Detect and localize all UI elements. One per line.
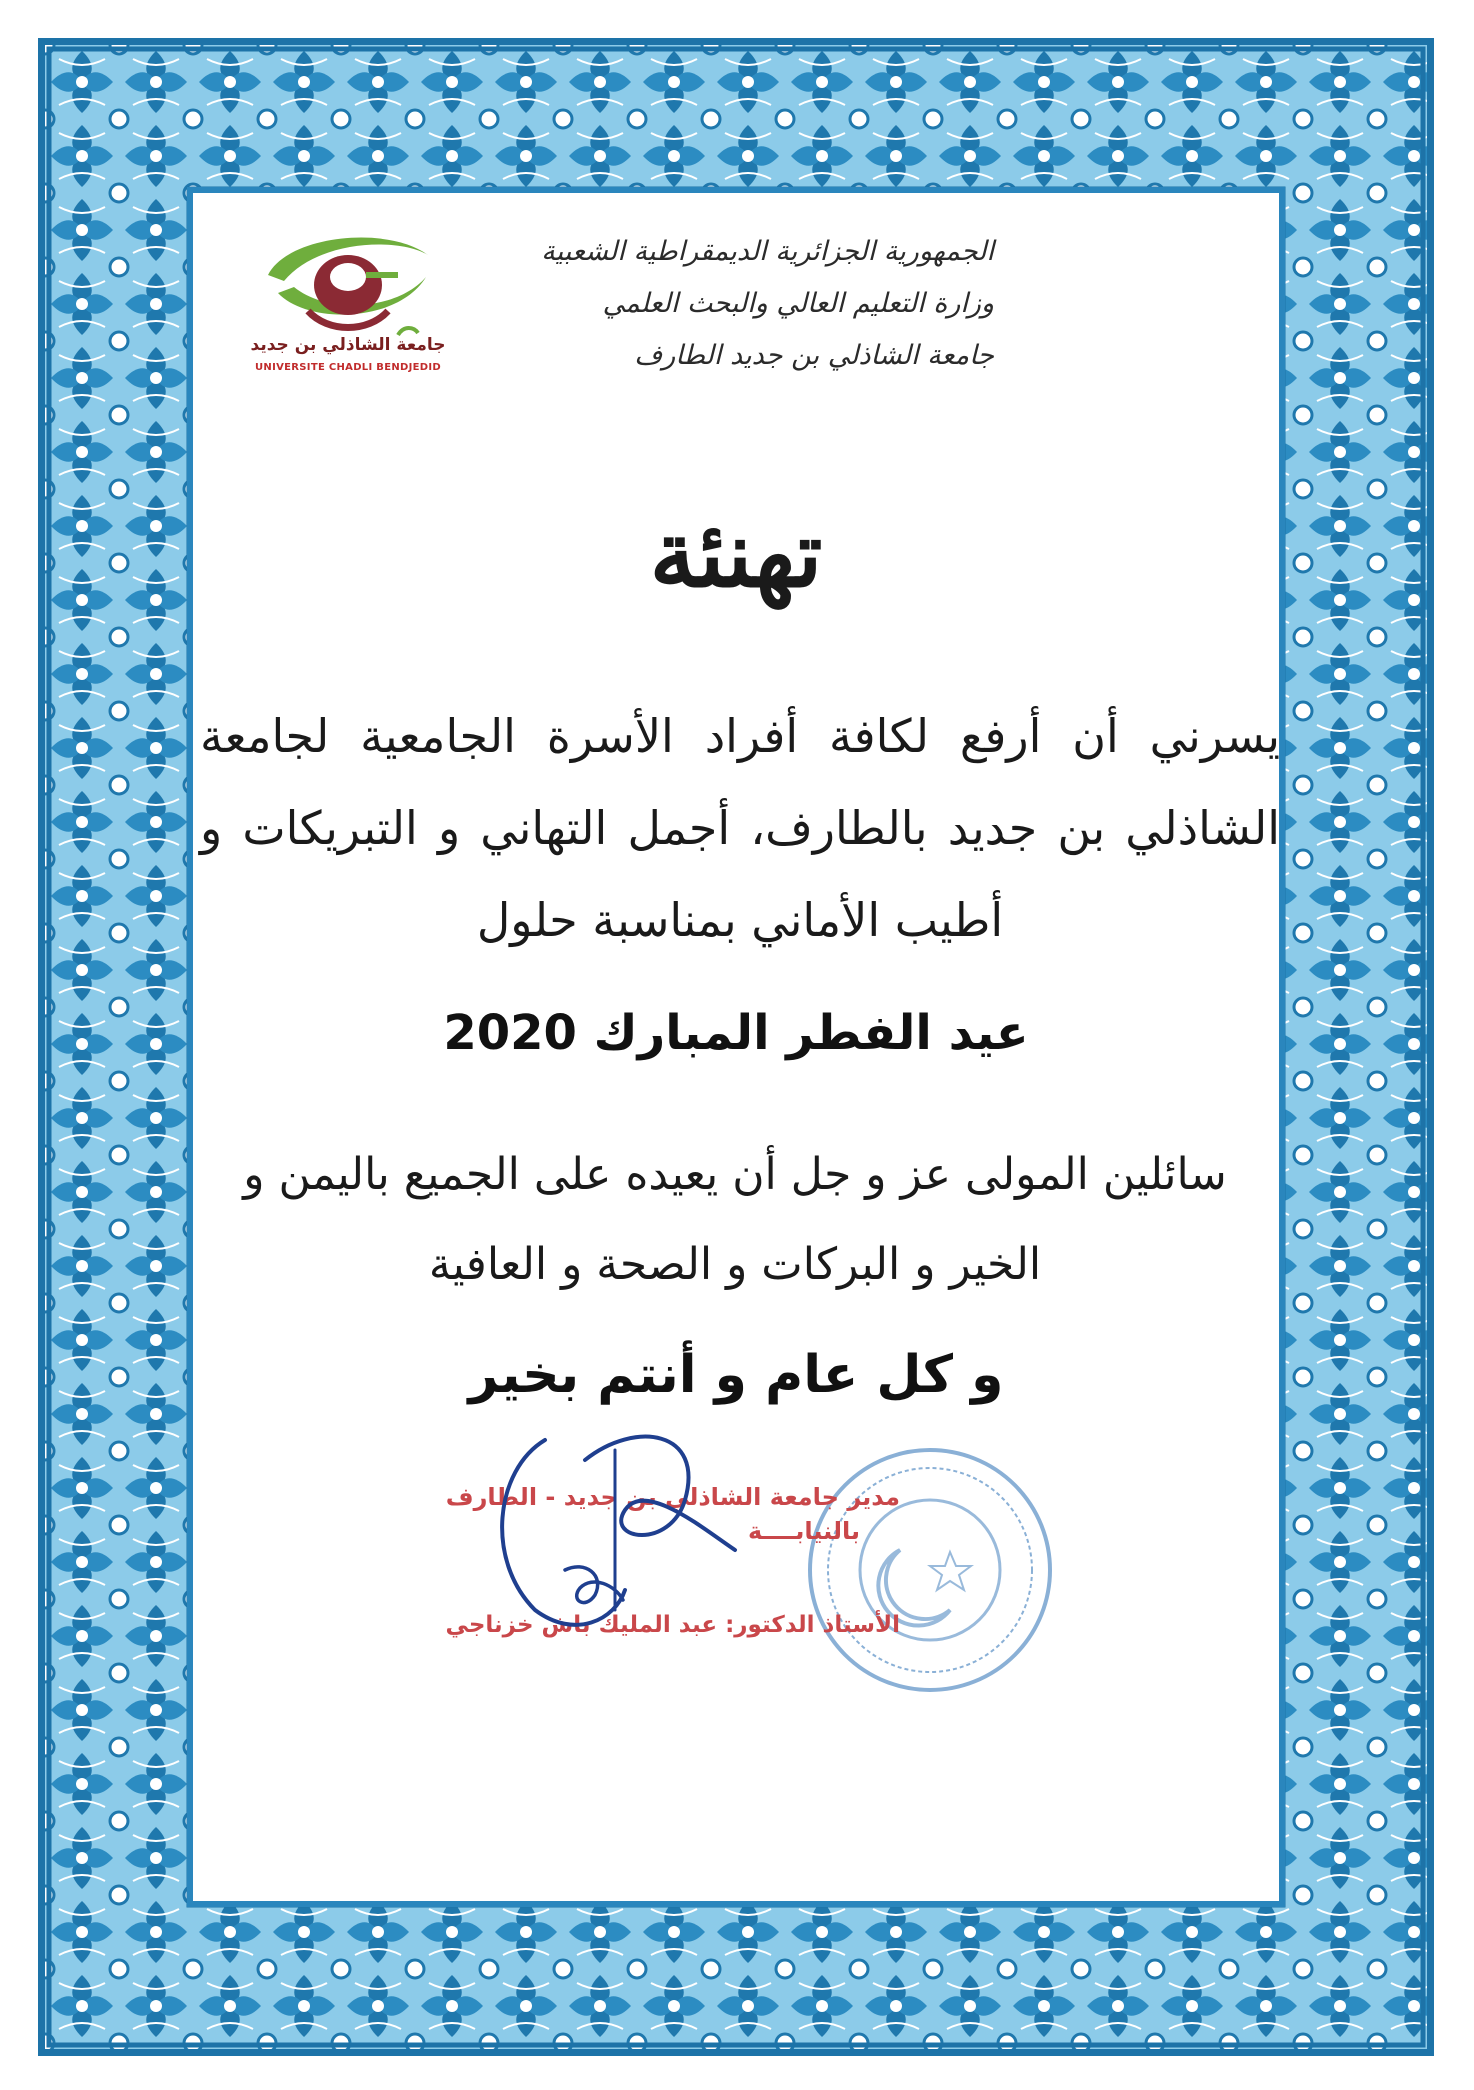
handwritten-signature	[475, 1410, 795, 1660]
logo-name-french: UNIVERSITE CHADLI BENDJEDID	[255, 362, 441, 373]
greeting-paragraph: يسرني أن أرفع لكافة أفراد الأسرة الجامعية لجامعة الشاذلي بن جديد بالطارف، أجمل التهاني و التبريكات و أطيب الأماني بمناسبة حلول	[200, 709, 1280, 947]
header-university: جامعة الشاذلي بن جديد الطارف	[634, 340, 994, 371]
header-republic: الجمهورية الجزائرية الديمقراطية الشعبية	[541, 236, 994, 267]
institution-header	[434, 226, 994, 382]
signatory-name: الأستاذ الدكتور: عبد المليك باش خزناجي	[445, 1612, 900, 1638]
page-title: تهنئة	[649, 500, 823, 608]
header-ministry: وزارة التعليم العالي والبحث العلمي	[602, 288, 994, 319]
signatory-title: مدير جامعة الشاذلي بن جديد - الطارف	[445, 1483, 900, 1511]
occasion-heading: عيد الفطر المبارك 2020	[443, 1005, 1029, 1061]
closing-line: و كل عام و أنتم بخير	[468, 1345, 1004, 1405]
logo-name-arabic: جامعة الشاذلي بن جديد	[250, 335, 446, 355]
signatory-capacity: بالنيابــــة	[747, 1517, 860, 1545]
wish-paragraph: سائلين المولى عز و جل أن يعيده على الجميع باليمن و الخير و البركات و الصحة و العافية	[243, 1149, 1227, 1290]
